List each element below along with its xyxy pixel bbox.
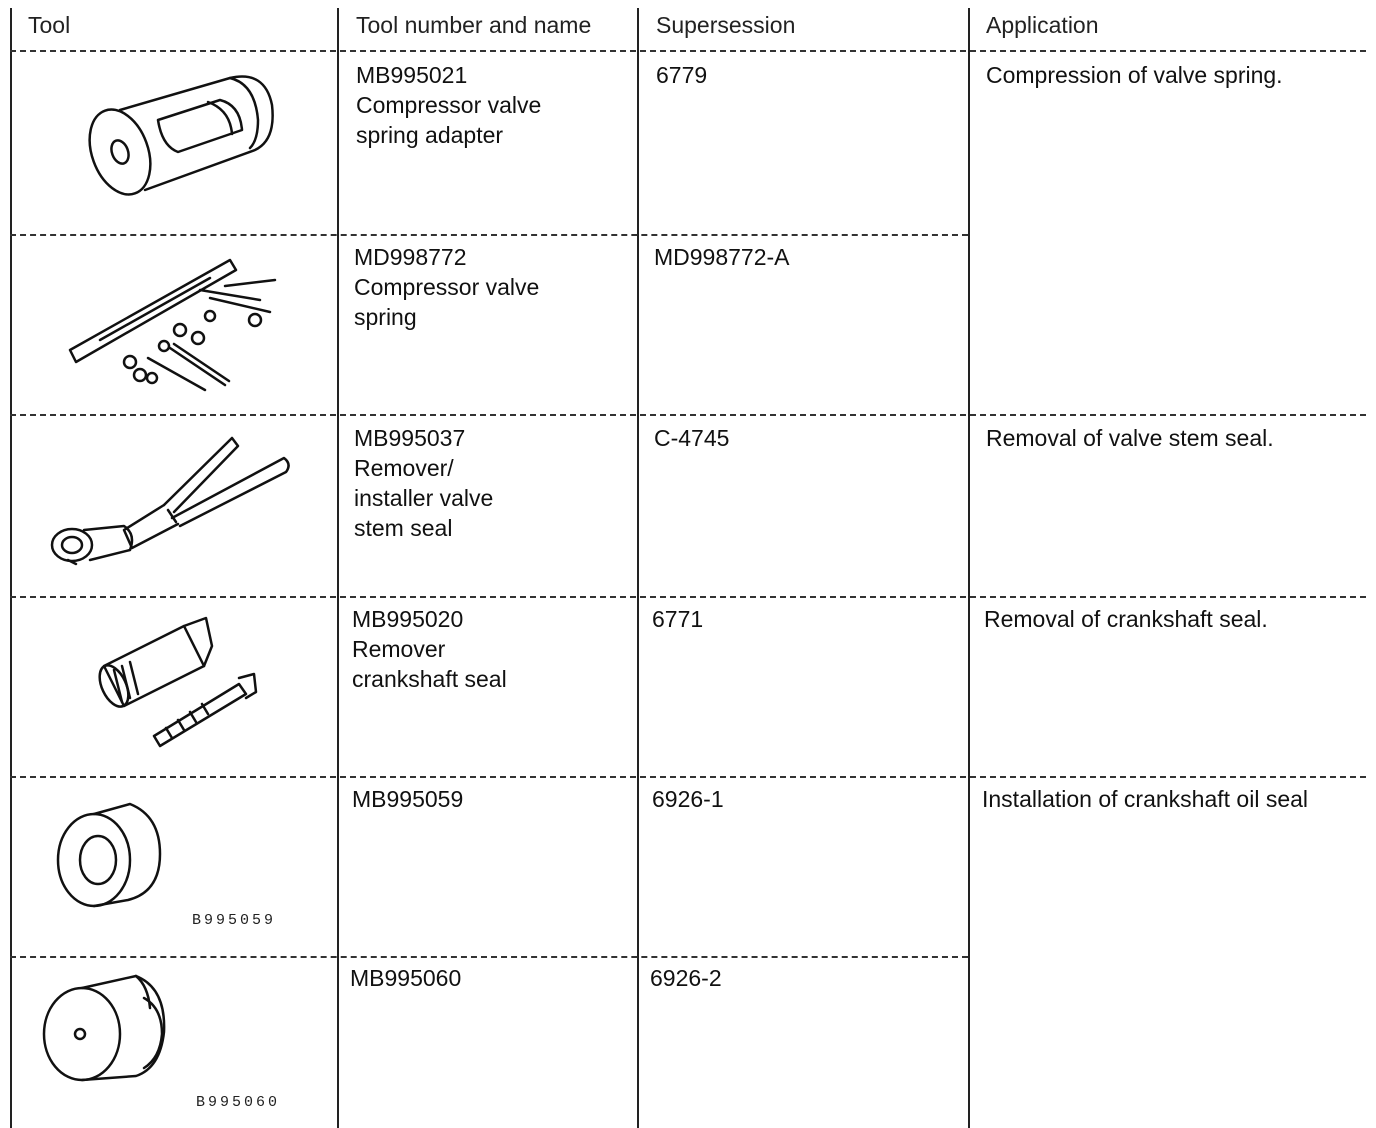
row-divider-3 [10, 596, 1366, 598]
tool-name-2: Compressor valve spring [354, 274, 540, 330]
header-number-name: Tool number and name [356, 12, 592, 38]
valve-spring-adapter-icon [80, 60, 300, 235]
header-application: Application [986, 12, 1099, 38]
column-divider-tool [337, 8, 339, 1128]
application-1: Compression of valve spring. [986, 62, 1283, 88]
tool-number-1: MB995021 [356, 62, 468, 88]
tool-number-2: MD998772 [354, 244, 467, 270]
supersession-6: 6926-2 [650, 965, 722, 991]
row-divider-4 [10, 776, 1366, 778]
application-4: Removal of crankshaft seal. [984, 606, 1268, 632]
tool-code-5: B995059 [192, 912, 277, 929]
tool-number-3: MB995037 [354, 425, 466, 451]
header-divider [10, 50, 1366, 52]
supersession-2: MD998772-A [654, 244, 790, 270]
seal-installer-flanged-icon [40, 968, 180, 1103]
tool-name-4: Remover crankshaft seal [352, 636, 507, 692]
application-5: Installation of crankshaft oil seal [982, 786, 1309, 812]
column-divider-number [637, 8, 639, 1128]
header-tool: Tool [28, 12, 71, 38]
tool-number-6: MB995060 [350, 965, 462, 991]
column-divider-supersession [968, 8, 970, 1128]
valve-stem-seal-pliers-icon [44, 430, 294, 585]
supersession-3: C-4745 [654, 425, 730, 451]
tool-number-4: MB995020 [352, 606, 464, 632]
tool-code-6: B995060 [196, 1094, 281, 1111]
tool-name-3: Remover/ installer valve stem seal [354, 455, 494, 541]
tool-number-5: MB995059 [352, 786, 464, 812]
valve-spring-compressor-kit-icon [60, 250, 290, 405]
column-divider-left [10, 8, 12, 1128]
crankshaft-seal-remover-icon [94, 606, 264, 761]
supersession-4: 6771 [652, 606, 704, 632]
row-divider-5 [10, 956, 968, 958]
row-divider-2 [10, 414, 1366, 416]
supersession-1: 6779 [656, 62, 708, 88]
header-supersession: Supersession [656, 12, 796, 38]
application-3: Removal of valve stem seal. [986, 425, 1274, 451]
tool-name-1: Compressor valve spring adapter [356, 92, 542, 148]
supersession-5: 6926-1 [652, 786, 724, 812]
seal-installer-cup-icon [52, 796, 172, 921]
